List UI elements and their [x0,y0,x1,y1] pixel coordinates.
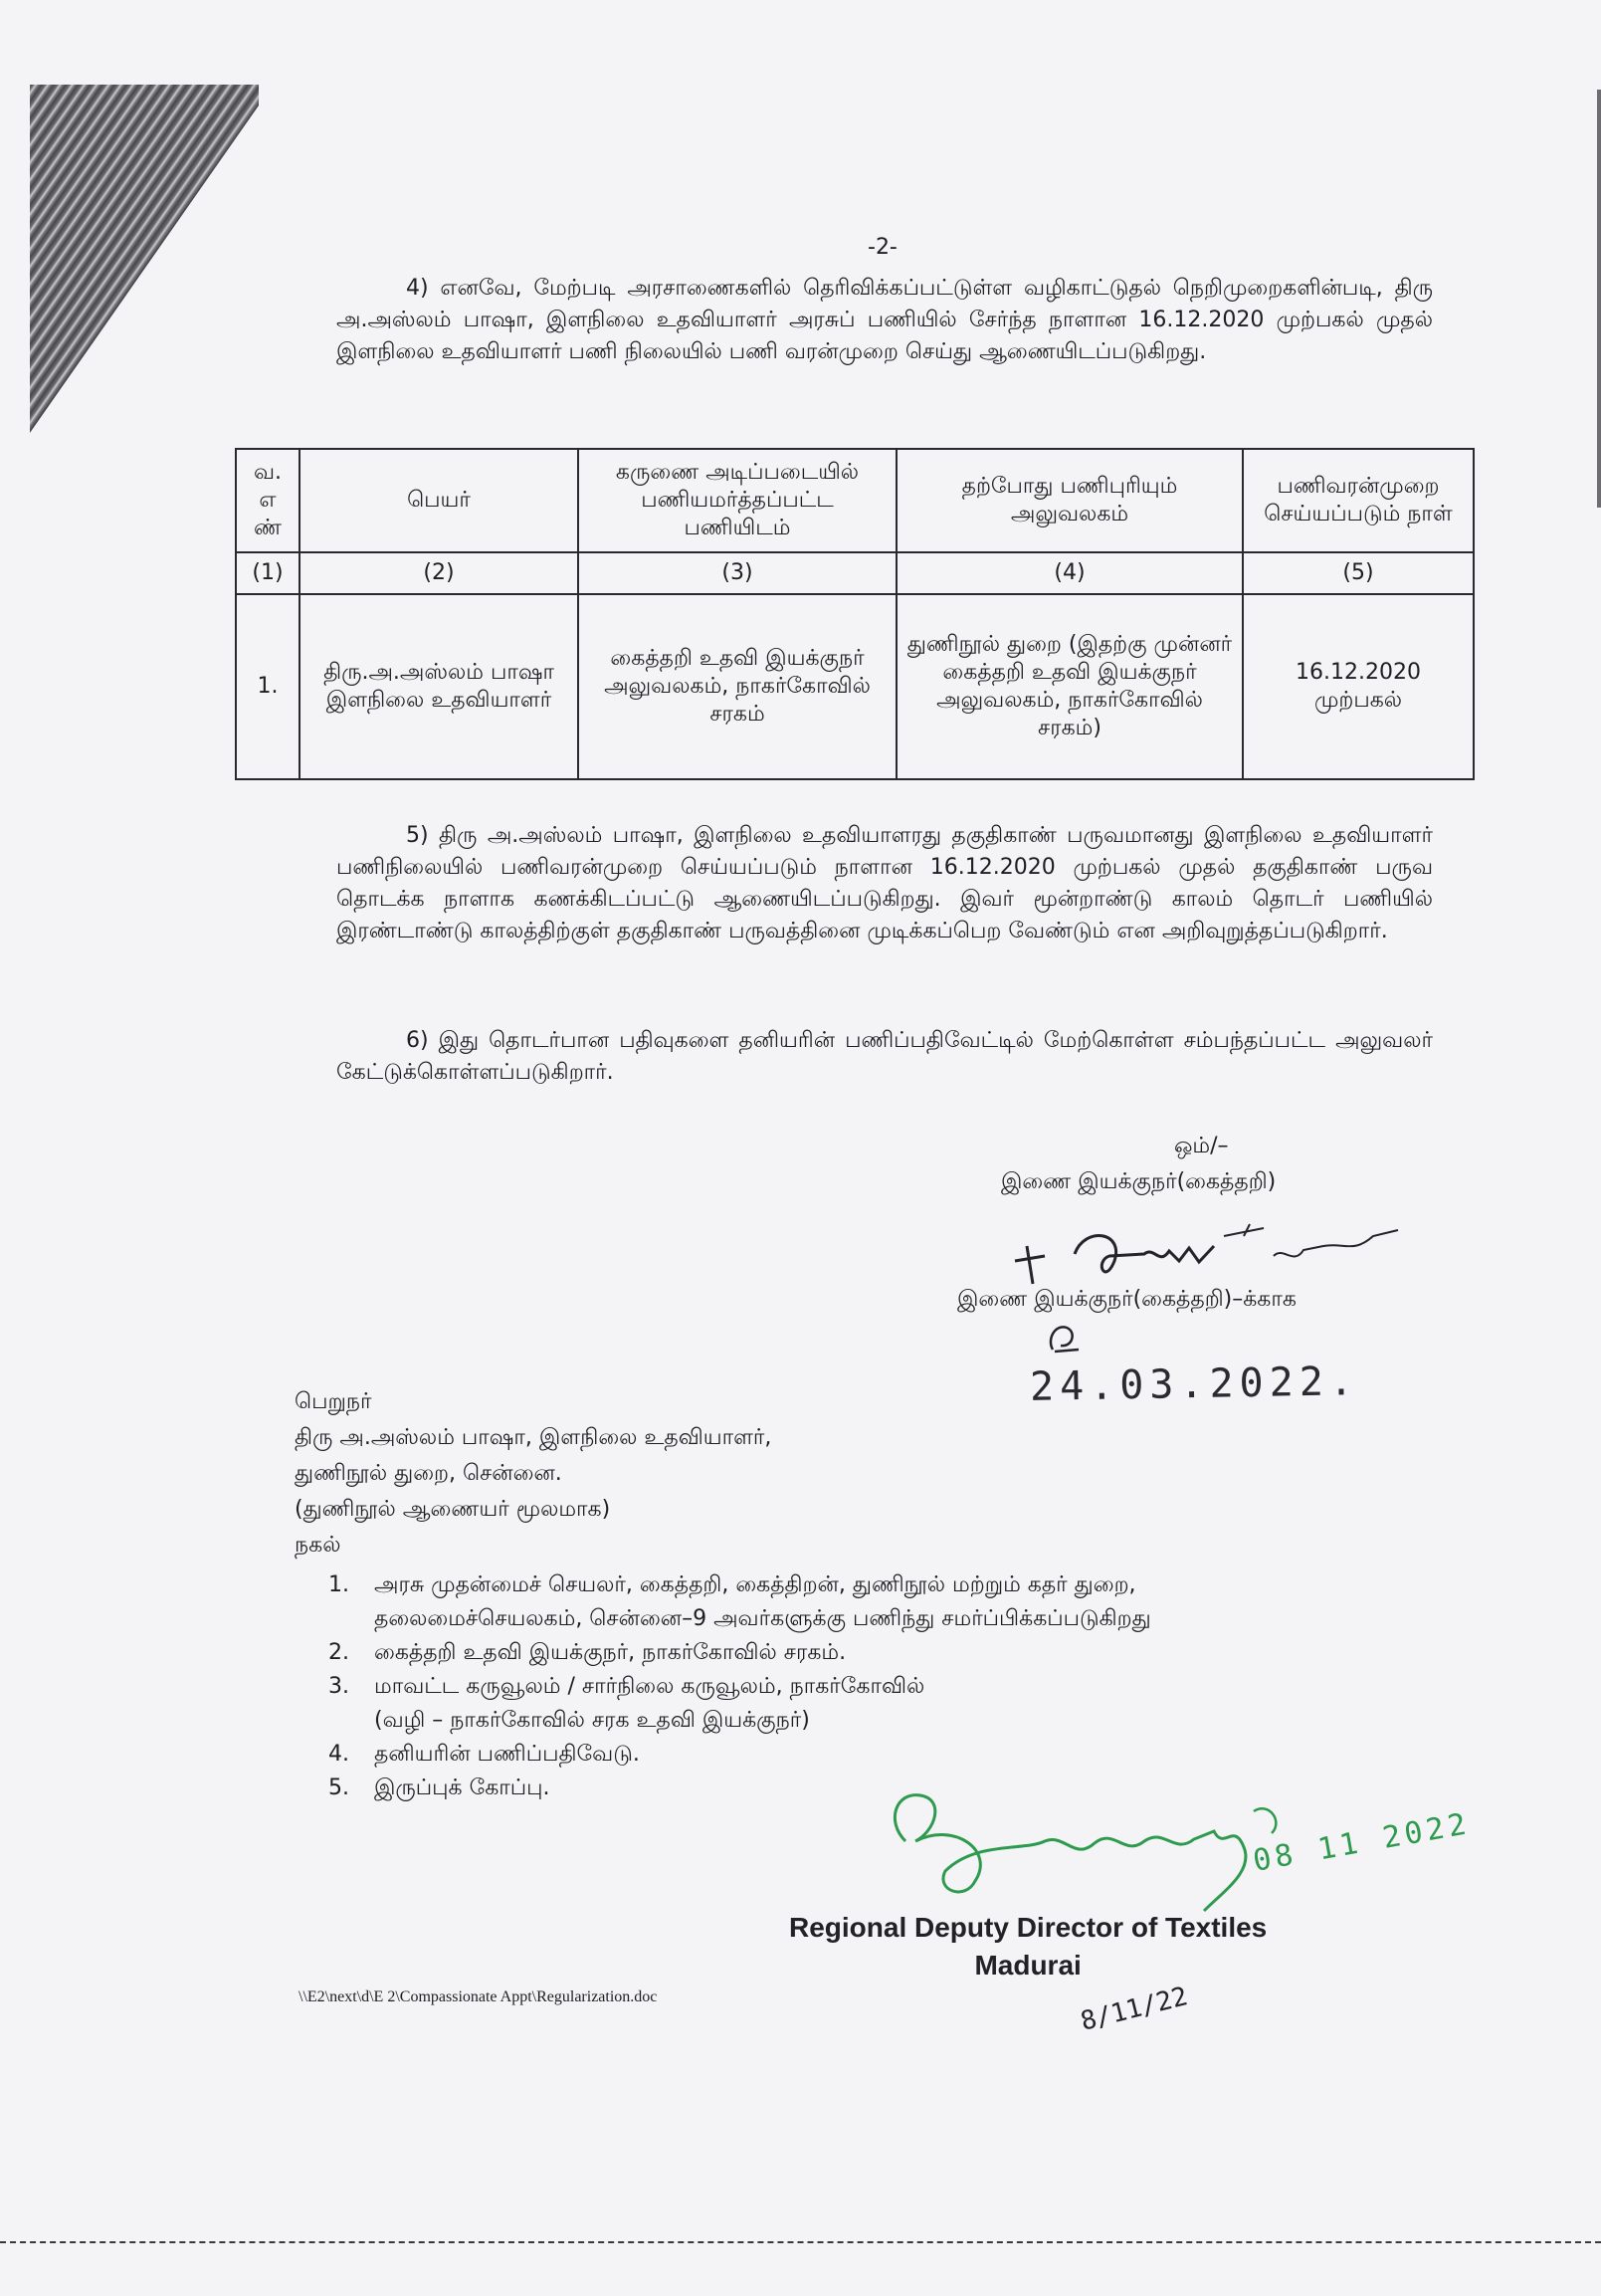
list-item-line1: அரசு முதன்மைச் செயலர், கைத்தறி, கைத்திறன், துணிநூல் மற்றும் கதர் துறை, [374,1572,1136,1597]
table-row [236,594,1474,779]
col-header-name: பெயர் [300,449,578,552]
initial-mark [1045,1320,1085,1356]
file-path: \\E2\next\d\E 2\Compassionate Appt\Regularization.doc [299,1988,658,2005]
cell-current-office: துணிநூல் துறை (இதற்கு முன்னர் கைத்தறி உதவி இயக்குநர் அலுவலகம், நாகர்கோவில் சரகம்) [897,594,1243,779]
cell-name-line1: திரு.அ.அஸ்லம் பாஷா [323,660,554,685]
initials-date: 8/11/22 [1077,1982,1191,2037]
green-signature-date: 08 11 2022 [1250,1806,1473,1879]
col-number: (1) [236,552,300,594]
stamp-line1: Regional Deputy Director of Textiles [789,1912,1268,1943]
cell-name [300,594,578,779]
for-signatory-title: இணை இயக்குநர்(கைத்தறி)–க்காக [957,1287,1297,1312]
cell-posted-at: கைத்தறி உதவி இயக்குநர் அலுவலகம், நாகர்கோவில் சரகம் [578,594,897,779]
col-header-current-office: தற்போது பணிபுரியும் அலுவலகம் [897,449,1243,552]
list-item-line2: தலைமைச்செயலகம், சென்னை–9 அவர்களுக்கு பணிந்து சமர்ப்பிக்கப்படுகிறது [374,1606,1151,1631]
scan-edge-artifact [1597,90,1601,508]
col-header-sno: வ. எ ண் [236,449,300,552]
copy-heading: நகல் [295,1533,341,1558]
signatory-title: இணை இயக்குநர்(கைத்தறி) [1001,1169,1277,1194]
list-item [328,1738,1151,1772]
copy-list [328,1568,1151,1805]
list-item-line1: கைத்தறி உதவி இயக்குநர், நாகர்கோவில் சரகம். [374,1640,847,1665]
list-item [328,1636,1151,1670]
recipient-heading: பெறுநர் [295,1389,372,1414]
scan-shadow-artifact [30,85,259,433]
col-number: (4) [897,552,1243,594]
paragraph-4: 4) எனவே, மேற்படி அரசாணைகளில் தெரிவிக்கப்பட்டுள்ள வழிகாட்டுதல் நெறிமுறைகளின்படி, திரு அ.அஸ்லம் பாஷா, இளநிலை உதவியாளர் அரசுப் பணியில் சேர்ந்த நாளான 16.12.2020 முற்பகல் முதல் இளநிலை உதவியாளர் பணி நிலையில் பணி வரன்முறை செய்து ஆணையிடப்படுகிறது. [336,276,1433,364]
cell-name-line2: இளநிலை உதவியாளர் [325,688,552,713]
list-item [328,1568,1151,1636]
page-number: -2- [868,235,898,260]
paragraph-6: 6) இது தொடர்பான பதிவுகளை தனியரின் பணிப்பதிவேட்டில் மேற்கொள்ள சம்பந்தப்பட்ட அலுவலர் கேட்டுக்கொள்ளப்படுகிறார். [336,1028,1433,1085]
list-item-line1: இருப்புக் கோப்பு. [374,1775,550,1800]
list-item [328,1670,1151,1738]
col-number: (3) [578,552,897,594]
scan-bottom-line [0,2241,1601,2243]
signed-mark: ஒம்/– [1174,1134,1229,1158]
table-number-row [236,552,1474,594]
col-header-posted-at: கருணை அடிப்படையில் பணியமர்த்தப்பட்ட பணியிடம் [578,449,897,552]
cell-sno: 1. [236,594,300,779]
list-item-line1: மாவட்ட கருவூலம் / சார்நிலை கருவூலம், நாகர்கோவில் [374,1674,925,1699]
stamp-line2: Madurai [974,1950,1082,1981]
list-item-number: 4. [328,1742,349,1767]
list-item-number: 5. [328,1775,349,1800]
list-item-line2: (வழி – நாகர்கோவில் சரக உதவி இயக்குநர்) [374,1708,810,1733]
cell-date-session: முற்பகல் [1313,688,1403,713]
handwritten-date: 24.03.2022. [1029,1358,1360,1410]
col-number: (2) [300,552,578,594]
recipient-line3: (துணிநூல் ஆணையர் மூலமாக) [295,1497,611,1522]
col-number: (5) [1243,552,1474,594]
recipient-line1: திரு அ.அஸ்லம் பாஷா, இளநிலை உதவியாளர், [295,1425,772,1450]
paragraph-5: 5) திரு அ.அஸ்லம் பாஷா, இளநிலை உதவியாளரது தகுதிகாண் பருவமானது இளநிலை உதவியாளர் பணிநிலையில் பணிவரன்முறை செய்யப்படும் நாளான 16.12.2020 முற்பகல் முதல் தகுதிகாண் பருவ தொடக்க நாளாக கணக்கிடப்பட்டு ஆணையிடப்படுகிறது. இவர் மூன்றாண்டு காலம் தொடர் பணியில் இரண்டாண்டு காலத்திற்குள் தகுதிகாண் பருவத்தினை முடிக்கப்பெற வேண்டும் என அறிவுறுத்தப்படுகிறார். [336,823,1433,943]
cell-date [1243,594,1474,779]
signature-scribble [1005,1206,1423,1296]
regularization-table [235,448,1475,780]
cell-date-value: 16.12.2020 [1296,660,1421,685]
list-item-line1: தனியரின் பணிப்பதிவேடு. [374,1742,640,1767]
official-stamp [789,1909,1267,1984]
recipient-line2: துணிநூல் துறை, சென்னை. [295,1461,562,1486]
list-item-number: 1. [328,1572,349,1597]
table-header-row [236,449,1474,552]
list-item-number: 3. [328,1674,349,1699]
col-header-date: பணிவரன்முறை செய்யப்படும் நாள் [1243,449,1474,552]
list-item-number: 2. [328,1640,349,1665]
